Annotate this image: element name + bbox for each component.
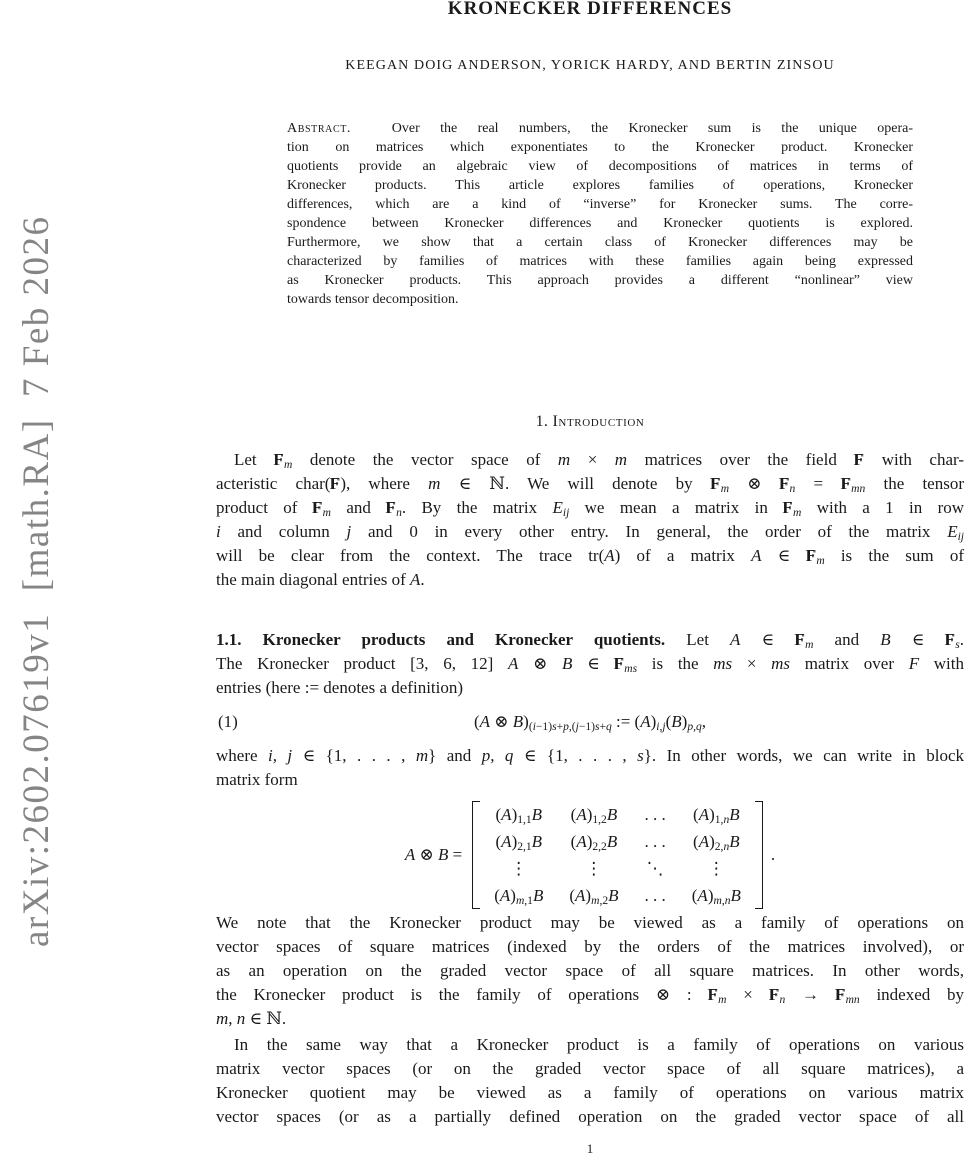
text-line: matrix vector spaces (or on the graded vector space of all square matrices), a	[216, 1059, 964, 1078]
paragraph-intro	[216, 448, 964, 592]
matrix-row	[481, 801, 754, 828]
text-line: the main diagonal entries of A.	[216, 570, 425, 589]
text-line: matrix form	[216, 770, 298, 789]
text-line: 1.1. Kronecker products and Kronecker quotients. Let A ∈ $F_m$ and B ∈ $F_s$.	[216, 630, 964, 652]
matrix-cell: $(A)_{2,1}B$	[495, 832, 543, 854]
text-line: We note that the Kronecker product may be viewed as a family of operations on	[216, 913, 964, 932]
page-number: 1	[586, 1141, 594, 1156]
equation-1-number: (1)	[218, 712, 238, 731]
text-line: The Kronecker product [3, 6, 12] A ⊗ B ∈ $F_{ms}$ is the ms × ms matrix over F with	[216, 654, 965, 676]
matrix-cell: $(A)_{m,n}B$	[691, 886, 741, 908]
text-line: as Kronecker products. This approach provides a different “nonlinear” view	[287, 273, 913, 288]
text-line: as an operation on the graded vector space of all square matrices. In other words,	[216, 961, 964, 980]
matrix-row	[481, 828, 754, 855]
equation-1	[216, 708, 964, 736]
matrix-cell: ⋱	[646, 859, 664, 878]
text-line: i and column j and 0 in every other entry. In general, the order of the matrix $E_{ij}$	[216, 522, 964, 544]
text-line: tion on matrices which exponentiates to the Kronecker product. Kronecker	[287, 140, 913, 155]
paragraph-subsection-1-1	[216, 628, 964, 700]
matrix-table	[481, 801, 754, 909]
matrix-right-bracket	[755, 801, 763, 909]
matrix-cell: $(A)_{2,2}B$	[570, 832, 618, 854]
text-line: spondence between Kronecker differences and Kronecker quotients is explored.	[287, 216, 913, 231]
section-heading: 1. Introduction	[535, 413, 645, 430]
matrix-period: .	[770, 845, 776, 864]
matrix-cell: . . .	[644, 832, 666, 851]
matrix-cell: $(A)_{m,2}B$	[569, 886, 619, 908]
matrix-cell: ⋮	[510, 859, 528, 878]
matrix-cell: . . .	[644, 886, 666, 905]
paragraph-kronecker-quotient	[216, 1033, 964, 1129]
matrix-cell: ⋮	[707, 859, 725, 878]
paragraph-family-of-operations	[216, 911, 964, 1031]
paragraph-block-form	[216, 744, 964, 792]
text-line: vector spaces (or as a partially defined operation on the graded vector space of all	[216, 1107, 964, 1126]
matrix-row	[481, 882, 754, 909]
equation-1-body: (A ⊗ $B)_{(i-1)s+p,(j-1)s+q}$ := $(A)_{i,j}(B)_{p,q}$,	[473, 712, 707, 734]
block-matrix-display	[216, 801, 964, 909]
main-text	[216, 410, 964, 1129]
text-line: entries (here := denotes a definition)	[216, 678, 464, 697]
text-line: towards tensor decomposition.	[287, 292, 459, 307]
paper-title: KRONECKER DIFFERENCES	[447, 0, 733, 19]
abstract-block	[287, 119, 913, 309]
text-line: product of $F_m$ and $F_n$. By the matrix $E_{ij}$ we mean a matrix in $F_m$ with a 1 in row	[216, 498, 965, 520]
text-line: will be clear from the context. The trace tr(A) of a matrix A ∈ $F_m$ is the sum of	[216, 546, 964, 568]
text-line: acteristic char(F), where m ∈ ℕ. We will denote by $F_m$ ⊗ $F_n = F_{mn}$ the tensor	[216, 474, 964, 496]
text-line: the Kronecker product is the family of operations ⊗ : $F_m \times F_n \to F_{mn}$ indexed by	[216, 985, 965, 1007]
text-line: characterized by families of matrices with these families again being expressed	[287, 254, 913, 269]
matrix-cell: $(A)_{1,2}B$	[570, 805, 618, 827]
text-line: m, n ∈ ℕ.	[216, 1009, 287, 1028]
matrix-cell: $(A)_{1,1}B$	[495, 805, 543, 827]
matrix-lhs: A ⊗ B =	[404, 845, 463, 864]
matrix-cell: $(A)_{1,n}B$	[693, 805, 740, 827]
matrix-cell: . . .	[644, 805, 666, 824]
text-line: Let $F_m$ denote the vector space of m × m matrices over the field F with char-	[234, 450, 964, 472]
text-line: quotients provide an algebraic view of decompositions of matrices in terms of	[287, 159, 913, 174]
paper-authors: KEEGAN DOIG ANDERSON, YORICK HARDY, AND BERTIN ZINSOU	[345, 58, 835, 73]
matrix-cell: $(A)_{m,1}B$	[494, 886, 544, 908]
text-line: where i, j ∈ {1, . . . , m} and p, q ∈ {1, . . . , s}. In other words, we can write in block	[216, 746, 965, 765]
arxiv-watermark: arXiv:2602.07619v1 [math.RA] 7 Feb 2026	[16, 215, 57, 947]
text-line: In the same way that a Kronecker product is a family of operations on various	[234, 1035, 964, 1054]
matrix-left-bracket	[472, 801, 480, 909]
text-line: Kronecker products. This article explores families of operations, Kronecker	[287, 178, 913, 193]
matrix-row	[481, 855, 754, 882]
text-line: Kronecker quotient may be viewed as a family of operations on various matrix	[216, 1083, 964, 1102]
matrix-cell: ⋮	[585, 859, 603, 878]
text-line: differences, which are a kind of “inverse” for Kronecker sums. The corre-	[287, 197, 913, 212]
matrix-cell: $(A)_{2,n}B$	[693, 832, 740, 854]
text-line: vector spaces of square matrices (indexed by the orders of the matrices involved), or	[216, 937, 964, 956]
text-line: Furthermore, we show that a certain class of Kronecker differences may be	[287, 235, 913, 250]
text-line: Abstract. Over the real numbers, the Kronecker sum is the unique opera-	[287, 121, 913, 136]
